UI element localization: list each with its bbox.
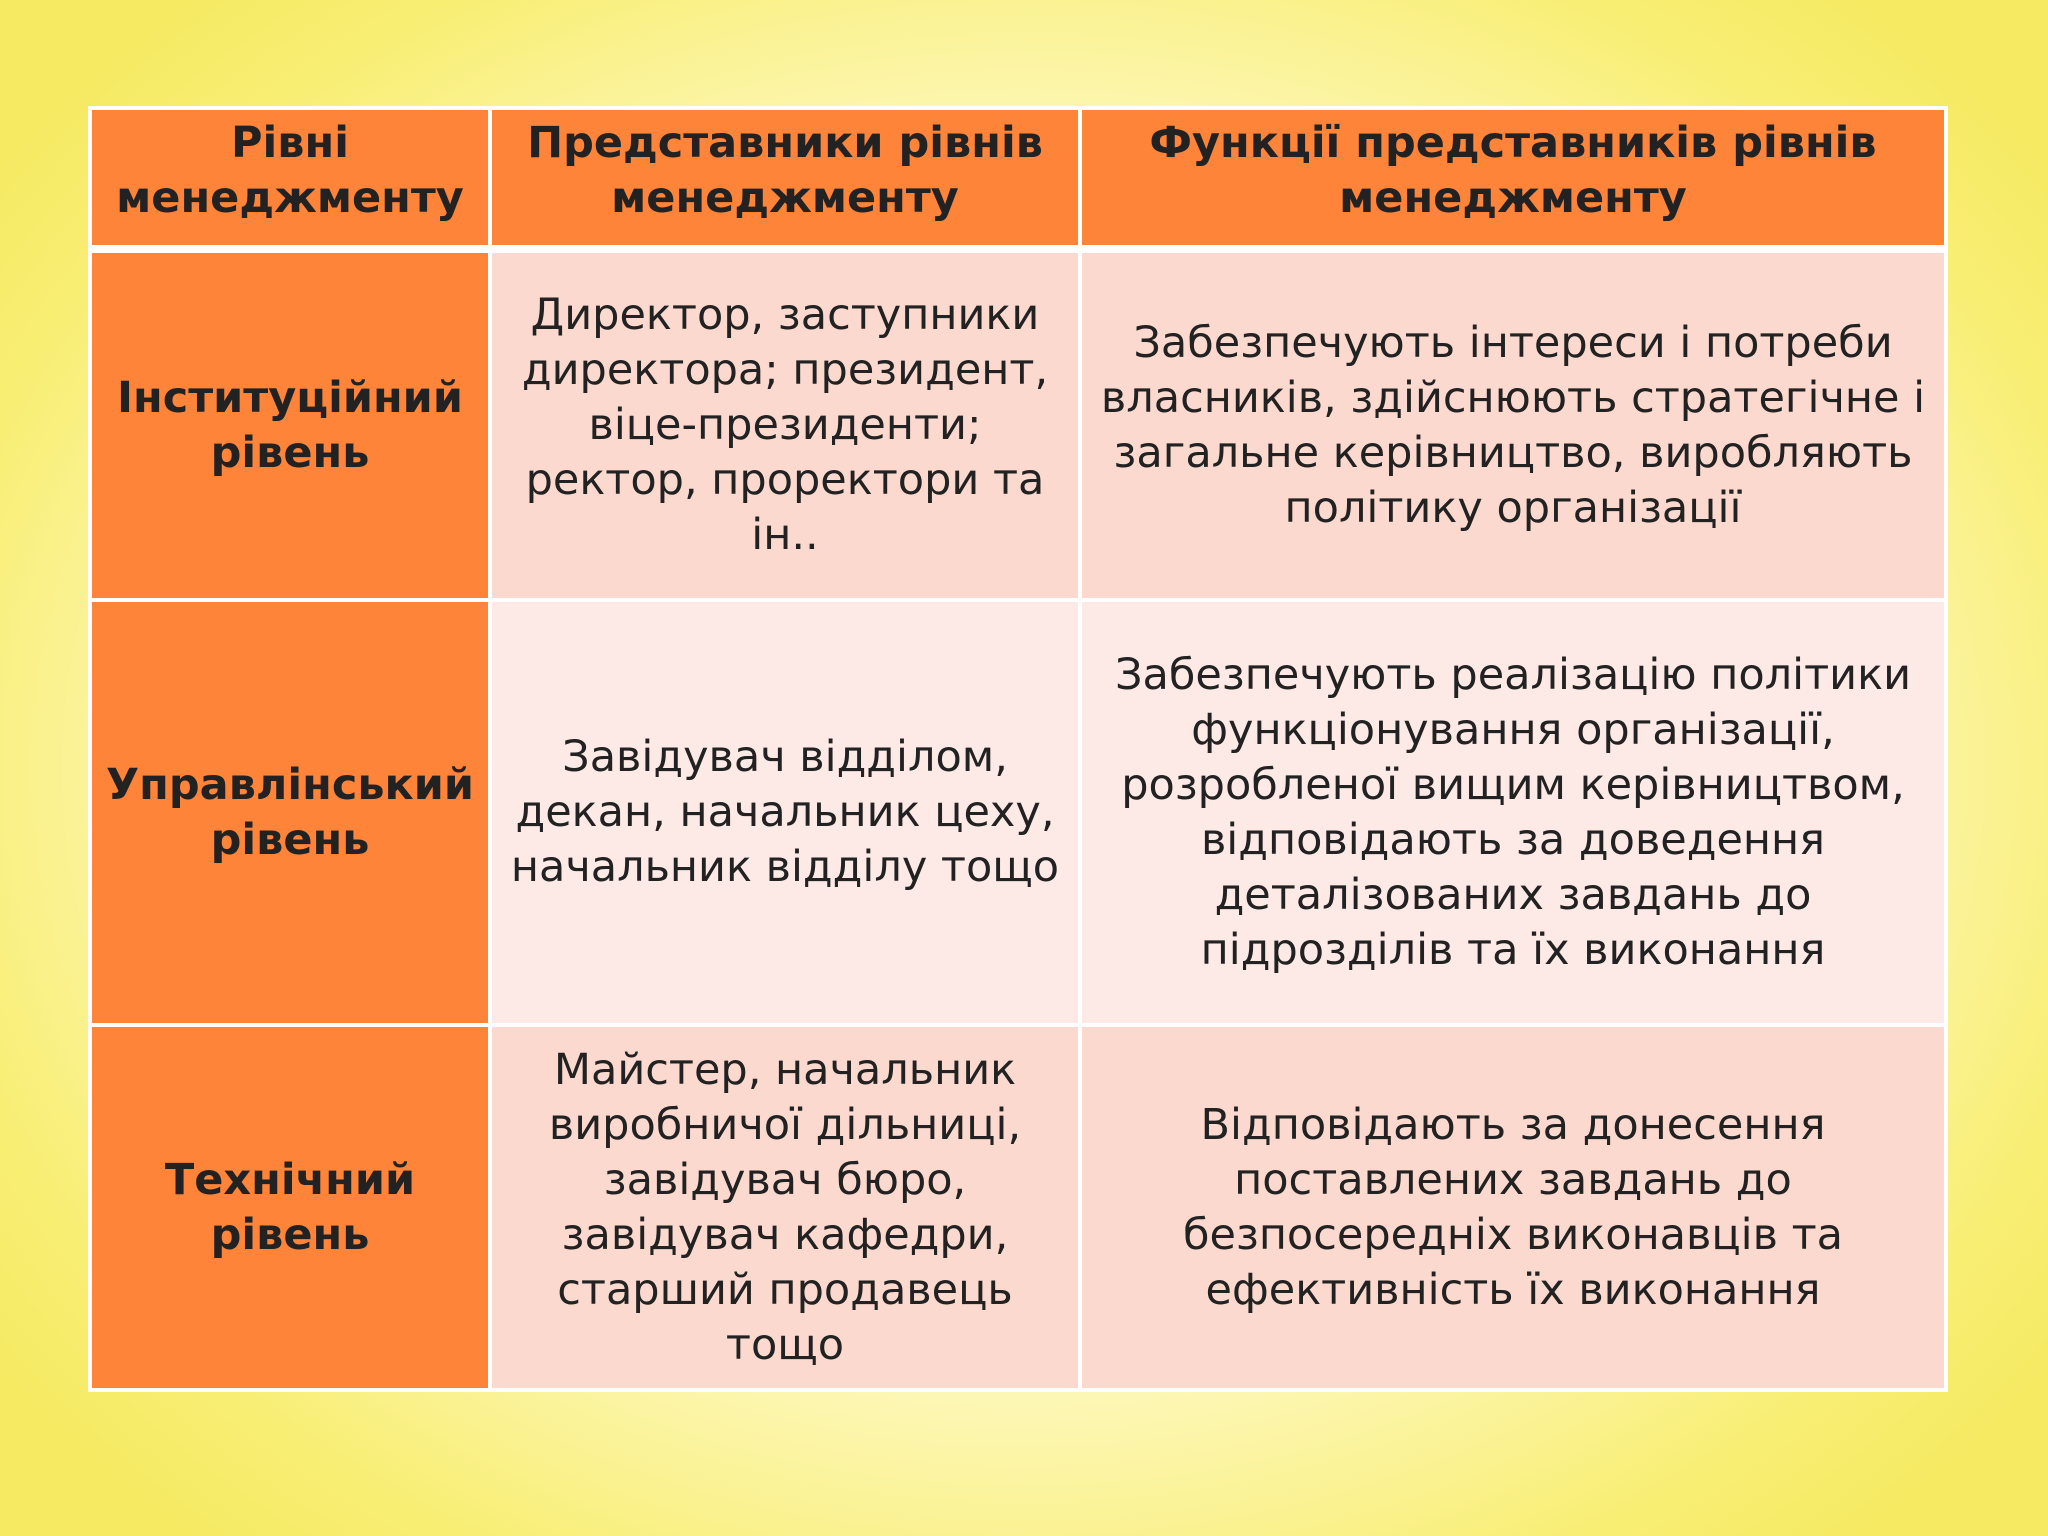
header-levels: Рівні менеджменту [90, 108, 490, 247]
level-cell: Інституційний рівень [90, 251, 490, 600]
management-levels-table [88, 106, 1948, 1392]
representatives-cell: Майстер, начальник виробничої дільниці, завідувач бюро, завідувач кафедри, старший продавець тощо [490, 1025, 1080, 1390]
representatives-cell: Директор, заступники директора; президент, віце-президенти; ректор, проректори та ін.. [490, 251, 1080, 600]
table-header-row [90, 108, 1946, 247]
level-cell: Управлінський рівень [90, 600, 490, 1025]
functions-cell: Відповідають за донесення поставлених завдань до безпосередніх виконавців та ефективність їх виконання [1080, 1025, 1946, 1390]
table-row-managerial [90, 600, 1946, 1025]
level-cell: Технічний рівень [90, 1025, 490, 1390]
functions-cell: Забезпечують інтереси і потреби власників, здійснюють стратегічне і загальне керівництво, виробляють політику організації [1080, 251, 1946, 600]
header-representatives: Представники рівнів менеджменту [490, 108, 1080, 247]
representatives-cell: Завідувач відділом, декан, начальник цеху, начальник відділу тощо [490, 600, 1080, 1025]
table-row-institutional [90, 251, 1946, 600]
header-functions: Функції представників рівнів менеджменту [1080, 108, 1946, 247]
functions-cell: Забезпечують реалізацію політики функціонування організації, розробленої вищим керівництвом, відповідають за доведення деталізованих завдань до підрозділів та їх виконання [1080, 600, 1946, 1025]
table-row-technical [90, 1025, 1946, 1390]
